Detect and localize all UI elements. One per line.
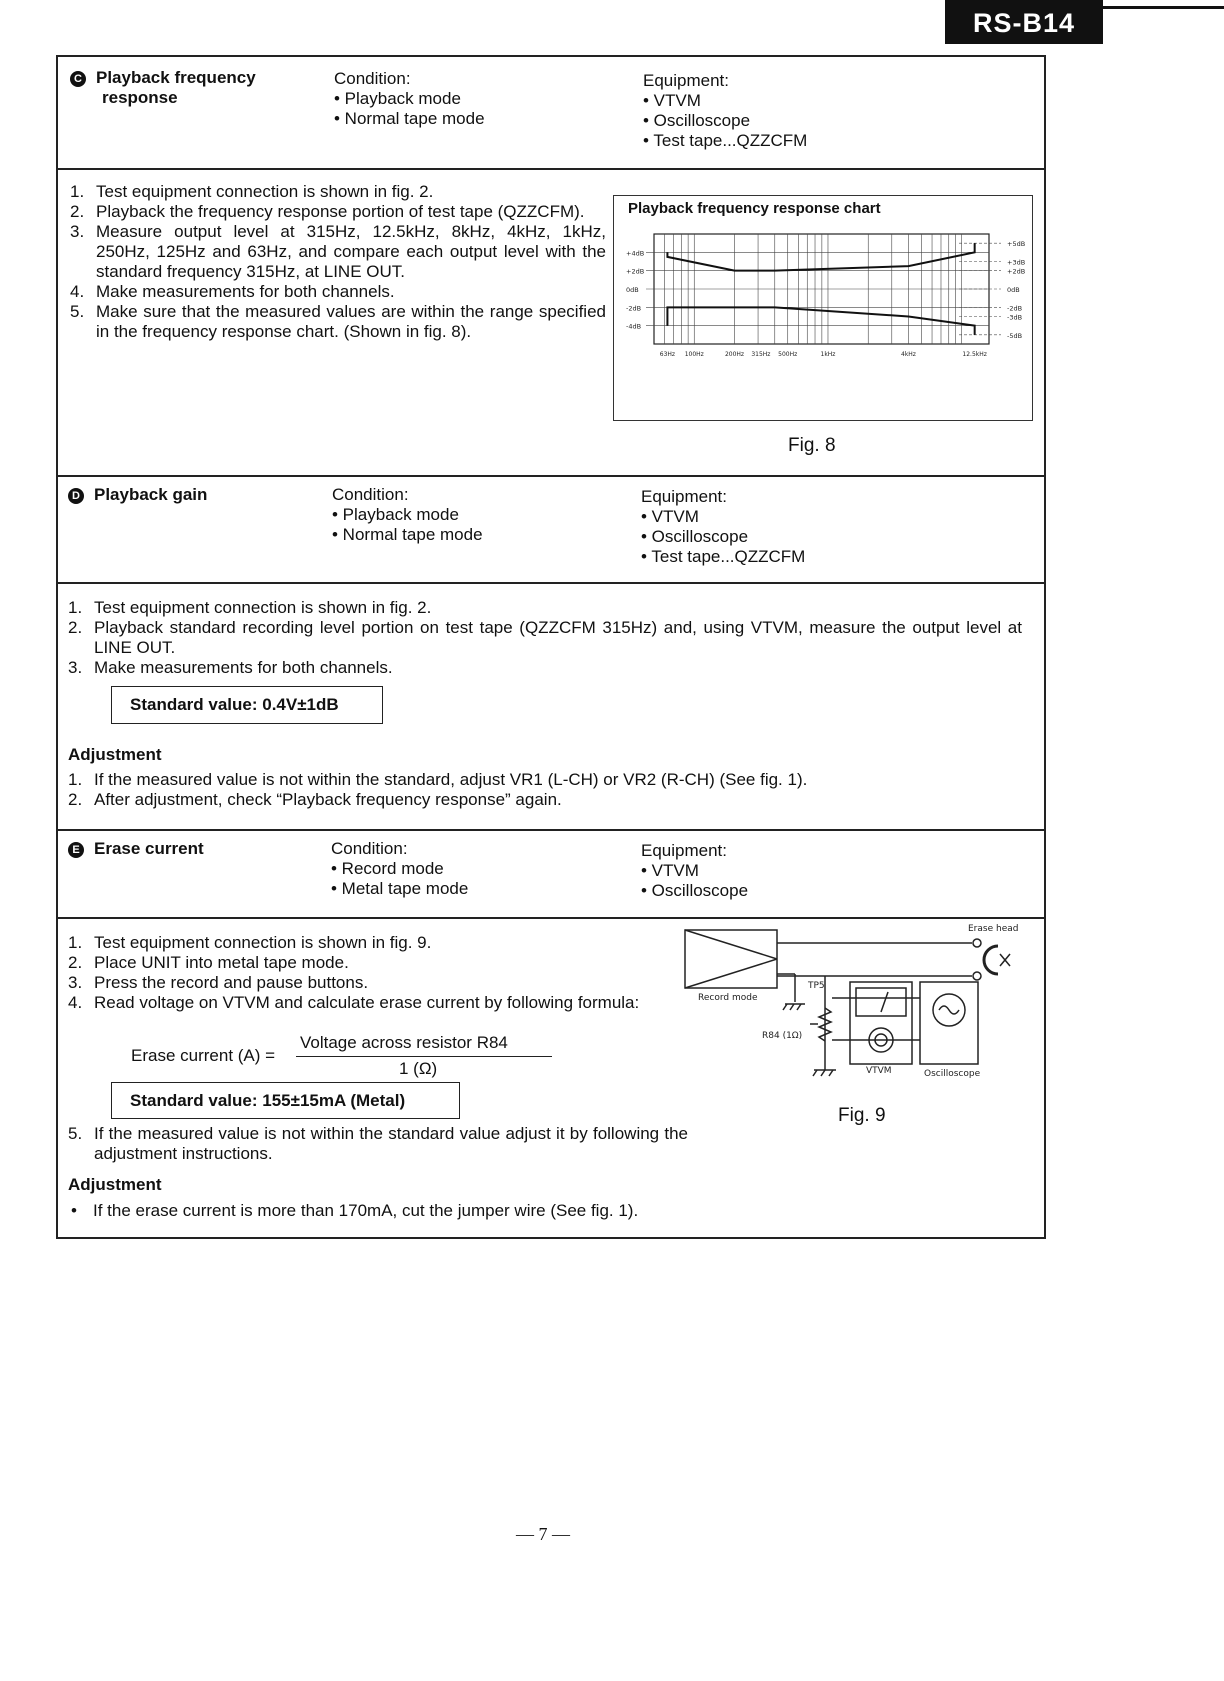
- oscilloscope-wave: [939, 1006, 959, 1014]
- ground-symbol: [829, 1070, 833, 1076]
- figure-9-label: Fig. 9: [838, 1105, 886, 1126]
- standard-value-box: Standard value: 0.4V±1dB: [111, 686, 383, 724]
- chart-y-tick-label: -2dB: [626, 304, 642, 313]
- step-item: 2. Playback the frequency response portion of test tape (QZZCFM).: [70, 202, 585, 221]
- chart-svg: [614, 226, 1032, 416]
- step-item: 1. Test equipment connection is shown in fig. 2.: [68, 598, 432, 617]
- chart-x-tick-label: 500Hz: [778, 351, 798, 358]
- section-e-steps: [68, 933, 688, 1013]
- chart-x-tick-label: 200Hz: [724, 351, 745, 358]
- formula-fraction-bar: [296, 1056, 552, 1057]
- adjustment-item: • If the erase current is more than 170mA, cut the jumper wire (See fig. 1).: [71, 1201, 639, 1220]
- chart-y-right-tick-label: +2dB: [1007, 267, 1026, 276]
- section-e-equipment: [641, 841, 748, 901]
- step-item: 3. Press the record and pause buttons.: [68, 973, 369, 992]
- chart-y-right-tick-label: -3dB: [1007, 313, 1023, 322]
- section-c-steps: [70, 182, 606, 342]
- section-e-step5: [68, 1124, 688, 1164]
- standard-value-box: Standard value: 155±15mA (Metal): [111, 1082, 460, 1119]
- figure-8-label: Fig. 8: [788, 435, 836, 456]
- erase-head-symbol: [984, 946, 998, 974]
- chart-series-lower-limit: [667, 307, 974, 335]
- ground-symbol: [790, 1004, 794, 1010]
- step-item: 3. Measure output level at 315Hz, 12.5kHz, 8kHz, 4kHz, 1kHz, 250Hz, 125Hz and 63Hz, and compare each output level with the standard frequency 315Hz, at LINE OUT.: [70, 222, 606, 281]
- ground-symbol: [783, 1004, 787, 1010]
- tp5-label: TP5: [808, 981, 825, 991]
- step-item: 5. Make sure that the measured values are within the range specified in the frequency response chart. (Shown in fig. 8).: [70, 302, 606, 341]
- section-c-equipment: [643, 71, 807, 151]
- ground-symbol: [821, 1070, 825, 1076]
- equipment-item: • VTVM: [641, 507, 699, 526]
- step-item: 3. Make measurements for both channels.: [68, 658, 393, 677]
- equipment-label: Equipment:: [641, 487, 727, 506]
- chart-y-right-tick-label: +5dB: [1007, 240, 1026, 249]
- formula-lhs: Erase current (A) =: [131, 1046, 276, 1065]
- condition-item: • Normal tape mode: [334, 109, 485, 128]
- condition-item: • Record mode: [331, 859, 444, 878]
- section-d-condition: [332, 485, 483, 545]
- chart-x-tick-label: 12.5kHz: [962, 351, 987, 358]
- ground-symbol: [813, 1070, 817, 1076]
- divider-c-header: [56, 168, 1044, 170]
- record-mode-label: Record mode: [698, 993, 758, 1003]
- chart-y-tick-label: -4dB: [626, 322, 642, 331]
- adjustment-title: Adjustment: [68, 745, 162, 764]
- frequency-response-chart: [613, 195, 1033, 421]
- vtvm-needle: [881, 992, 888, 1012]
- equipment-label: Equipment:: [641, 841, 727, 860]
- oscilloscope-label: Oscilloscope: [924, 1069, 981, 1079]
- step-item: 1. Test equipment connection is shown in fig. 9.: [68, 933, 432, 952]
- condition-label: Condition:: [334, 69, 411, 88]
- terminal: [973, 939, 981, 947]
- condition-item: • Metal tape mode: [331, 879, 469, 898]
- step-item: 4. Read voltage on VTVM and calculate erase current by following formula:: [68, 993, 640, 1012]
- section-c-title: [70, 68, 256, 108]
- section-c-title-line1: Playback frequency: [96, 68, 256, 87]
- step-item: 1. If the measured value is not within the standard, adjust VR1 (L-CH) or VR2 (R-CH) (See fig. 1).: [68, 770, 808, 789]
- chart-x-tick-label: 4kHz: [901, 351, 916, 358]
- model-number: RS-B14: [972, 8, 1076, 38]
- chart-x-tick-label: 315Hz: [751, 351, 771, 358]
- chart-x-tick-label: 63Hz: [659, 351, 676, 358]
- divider-d-header: [56, 582, 1044, 584]
- divider-e-start: [56, 829, 1044, 831]
- page-number: — 7 —: [516, 1524, 570, 1544]
- equipment-item: • Test tape...QZZCFM: [641, 547, 806, 566]
- section-c-title-line2: response: [102, 88, 178, 107]
- r84-label: R84 (1Ω): [762, 1031, 803, 1041]
- section-d-badge: D: [68, 488, 84, 504]
- adjustment-title: Adjustment: [68, 1175, 162, 1194]
- chart-title: Playback frequency response chart: [628, 200, 881, 217]
- step-item: 2. Place UNIT into metal tape mode.: [68, 953, 349, 972]
- section-d-equipment: [641, 487, 805, 567]
- divider-e-header: [56, 917, 1044, 919]
- formula-denominator: 1 (Ω): [399, 1059, 438, 1078]
- header-rule: [1100, 6, 1224, 9]
- equipment-item: • Oscilloscope: [643, 111, 751, 130]
- divider-d-start: [56, 475, 1044, 477]
- chart-series-upper-limit: [667, 243, 974, 270]
- step-item: 1. Test equipment connection is shown in fig. 2.: [70, 182, 434, 201]
- chart-y-right-tick-label: +3dB: [1007, 258, 1026, 267]
- equipment-item: • Oscilloscope: [641, 527, 749, 546]
- equipment-item: • VTVM: [643, 91, 701, 110]
- step-item: 2. Playback standard recording level portion on test tape (QZZCFM 315Hz) and, using VTVM, measure the output level at LINE OUT.: [68, 618, 1022, 657]
- section-e-title-text: Erase current: [94, 839, 204, 858]
- section-c-badge: C: [70, 71, 86, 87]
- chart-y-right-tick-label: -5dB: [1007, 331, 1023, 340]
- chart-x-tick-label: 1kHz: [820, 351, 836, 358]
- model-tab: [945, 0, 1103, 44]
- equipment-item: • VTVM: [641, 861, 699, 880]
- condition-label: Condition:: [331, 839, 408, 858]
- section-c-condition: [334, 69, 485, 129]
- chart-y-tick-label: 0dB: [626, 286, 639, 294]
- section-e-condition: [331, 839, 468, 899]
- equipment-item: • Oscilloscope: [641, 881, 749, 900]
- step-item: 5. If the measured value is not within the standard value adjust it by following the adjustment instructions.: [68, 1124, 688, 1163]
- section-d-title-text: Playback gain: [94, 485, 208, 504]
- step-item: 2. After adjustment, check “Playback frequency response” again.: [68, 790, 562, 809]
- chart-y-right-tick-label: 0dB: [1007, 286, 1020, 294]
- erase-head-label: Erase head: [968, 924, 1019, 934]
- formula-numerator: Voltage across resistor R84: [300, 1033, 508, 1052]
- section-e-badge: E: [68, 842, 84, 858]
- vtvm-label: VTVM: [866, 1066, 892, 1076]
- chart-y-tick-label: +2dB: [626, 267, 645, 276]
- terminal: [973, 972, 981, 980]
- section-d-steps: [68, 598, 1022, 678]
- equipment-label: Equipment:: [643, 71, 729, 90]
- amplifier-block: [685, 930, 777, 988]
- condition-label: Condition:: [332, 485, 409, 504]
- section-d-title: [68, 485, 207, 505]
- section-d-adjustment-steps: [68, 770, 1022, 810]
- chart-x-tick-label: 100Hz: [684, 351, 704, 358]
- step-item: 4. Make measurements for both channels.: [70, 282, 395, 301]
- section-e-title: [68, 839, 204, 859]
- chart-y-tick-label: +4dB: [626, 249, 645, 258]
- amplifier-symbol-line: [685, 930, 777, 959]
- condition-item: • Normal tape mode: [332, 525, 483, 544]
- chart-y-right-tick-label: -2dB: [1007, 304, 1023, 313]
- amplifier-symbol-line: [685, 959, 777, 988]
- ground-symbol: [797, 1004, 801, 1010]
- equipment-item: • Test tape...QZZCFM: [643, 131, 808, 150]
- condition-item: • Playback mode: [334, 89, 461, 108]
- erase-current-diagram: [680, 920, 1030, 1100]
- condition-item: • Playback mode: [332, 505, 459, 524]
